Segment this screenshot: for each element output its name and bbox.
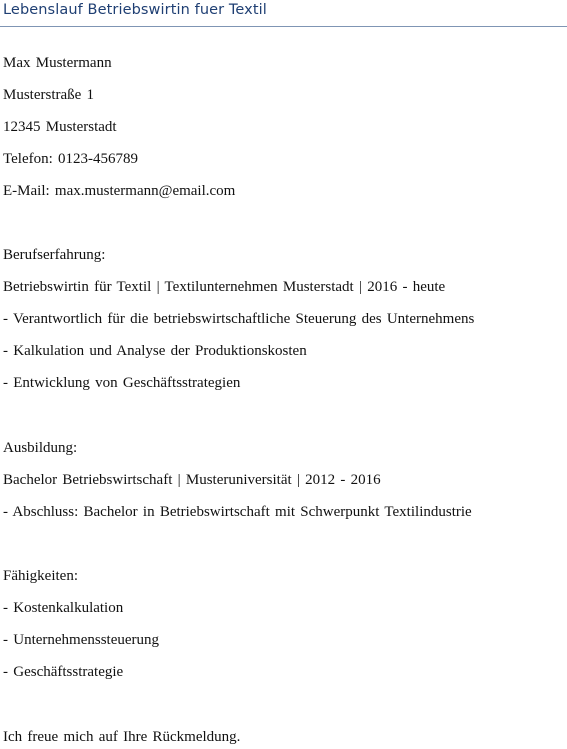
experience-heading: Berufserfahrung:	[3, 247, 106, 263]
skills-item: - Unternehmenssteuerung	[3, 632, 160, 648]
education-heading: Ausbildung:	[3, 440, 78, 456]
experience-position: Betriebswirtin für Textil | Textilunternehmen Musterstadt | 2016 - heute	[3, 279, 446, 295]
experience-item: - Entwicklung von Geschäftsstrategien	[3, 375, 241, 391]
title-bar	[0, 0, 567, 27]
contact-name: Max Mustermann	[3, 55, 112, 71]
experience-item: - Kalkulation und Analyse der Produktionskosten	[3, 343, 307, 359]
page-title: Lebenslauf Betriebswirtin fuer Textil	[3, 2, 267, 18]
contact-email: E-Mail: max.mustermann@email.com	[3, 183, 236, 199]
education-item: - Abschluss: Bachelor in Betriebswirtschaft mit Schwerpunkt Textilindustrie	[3, 504, 472, 520]
experience-item: - Verantwortlich für die betriebswirtschaftliche Steuerung des Unternehmens	[3, 311, 475, 327]
contact-phone: Telefon: 0123-456789	[3, 151, 139, 167]
skills-item: - Geschäftsstrategie	[3, 664, 124, 680]
contact-street: Musterstraße 1	[3, 87, 95, 103]
skills-item: - Kostenkalkulation	[3, 600, 124, 616]
education-degree: Bachelor Betriebswirtschaft | Musteruniversität | 2012 - 2016	[3, 472, 381, 488]
closing-text: Ich freue mich auf Ihre Rückmeldung.	[3, 729, 241, 745]
contact-city: 12345 Musterstadt	[3, 119, 117, 135]
skills-heading: Fähigkeiten:	[3, 568, 78, 584]
